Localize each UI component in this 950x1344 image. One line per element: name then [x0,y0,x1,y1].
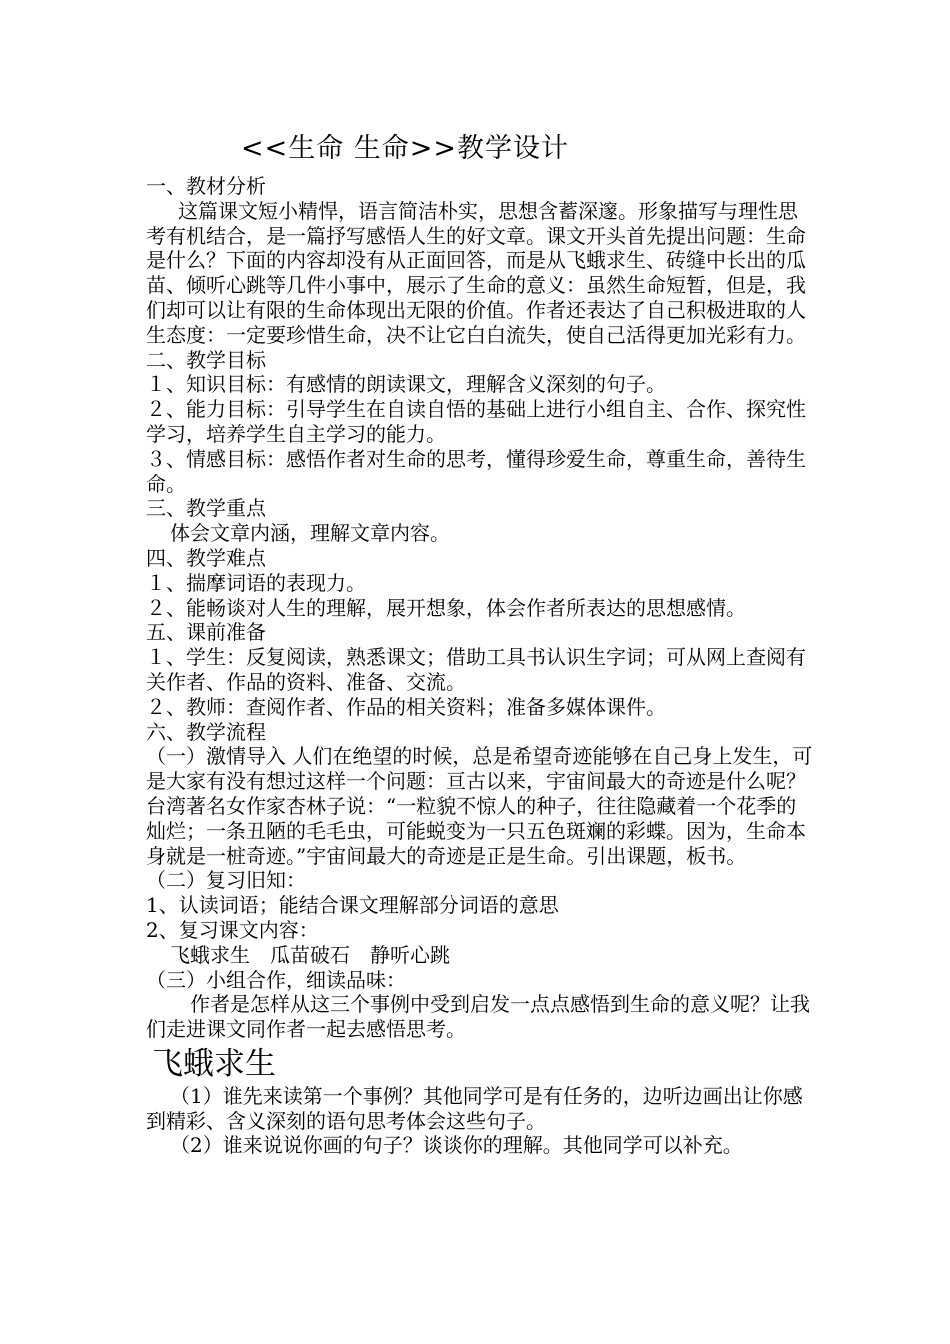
preparation-student: １、学生：反复阅读，熟悉课文；借助工具书认识生字词；可从网上查阅有关作者、作品的资料、准备、交流。 [146,645,806,694]
section-heading-preparation: 五、课前准备 [146,620,266,645]
difficulty-item-1: １、揣摩词语的表现力。 [146,570,366,595]
document-title: <<生命 生命>>教学设计 [240,133,570,164]
analysis-paragraph: 这篇课文短小精悍，语言简洁朴实，思想含蓄深邃。形象描写与理性思考有机结合，是一篇抒写感悟人生的好文章。课文开头首先提出问题：生命是什么？下面的内容却没有从正面回答，而是从飞蛾求生、砖缝中长出的瓜苗、倾听心跳等几件小事中，展示了生命的意义：虽然生命短暂，但是，我们却可以让有限的生命体现出无限的价值。作者还表达了自己积极进取的人生态度：一定要珍惜生命，决不让它白白流失，使自己活得更加光彩有力。 [146,198,806,347]
process-review-item-2: 2、复习课文内容： [146,917,319,942]
focus-paragraph: 体会文章内涵，理解文章内容。 [170,521,450,546]
process-group-paragraph: 作者是怎样从这三个事例中受到启发一点点感悟到生命的意义呢？让我们走进课文同作者一起去感悟思考。 [146,992,810,1042]
preparation-teacher: ２、教师：查阅作者、作品的相关资料；准备多媒体课件。 [146,694,666,719]
goal-emotion: ３、情感目标：感悟作者对生命的思考，懂得珍爱生命，尊重生命，善待生命。 [146,446,806,496]
process-introduction: （一）激情导入 人们在绝望的时候，总是希望奇迹能够在自己身上发生，可是大家有没有想过这样一个问题：亘古以来，宇宙间最大的奇迹是什么呢？台湾著名女作家杏林子说：“一粒貌不惊人的种子，往往隐藏着一个花季的灿烂；一条丑陋的毛毛虫，可能蜕变为一只五色斑斓的彩蝶。因为，生命本身就是一桩奇迹。”宇宙间最大的奇迹是正是生命。引出课题，板书。 [146,744,813,868]
process-group-heading: （三）小组合作，细读品味： [146,967,406,992]
step-1: （1）谁先来读第一个事例？其他同学可是有任务的，边听边画出让你感到精彩、含义深刻的语句思考体会这些句子。 [146,1083,803,1133]
document-body [146,174,814,1158]
section-heading-goals: 二、教学目标 [146,347,266,372]
process-review-topics: 飞蛾求生 瓜苗破石 静听心跳 [170,942,450,967]
section-heading-focus: 三、教学重点 [146,496,266,521]
goal-ability: ２、能力目标：引导学生在自读自悟的基础上进行小组自主、合作、探究性学习，培养学生自主学习的能力。 [146,397,806,446]
difficulty-item-2: ２、能畅谈对人生的理解，展开想象，体会作者所表达的思想感情。 [146,595,746,620]
subsection-heading: 飞蛾求生 [152,1045,276,1082]
section-heading-analysis: 一、教材分析 [146,174,266,198]
step-2: （2）谁来说说你画的句子？谈谈你的理解。其他同学可以补充。 [170,1133,743,1158]
goal-knowledge: １、知识目标：有感情的朗读课文，理解含义深刻的句子。 [146,372,666,397]
process-review-heading: （二）复习旧知： [146,868,306,893]
section-heading-process: 六、教学流程 [146,719,266,744]
section-heading-difficulty: 四、教学难点 [146,545,266,570]
process-review-item-1: 1、认读词语；能结合课文理解部分词语的意思 [146,893,559,918]
